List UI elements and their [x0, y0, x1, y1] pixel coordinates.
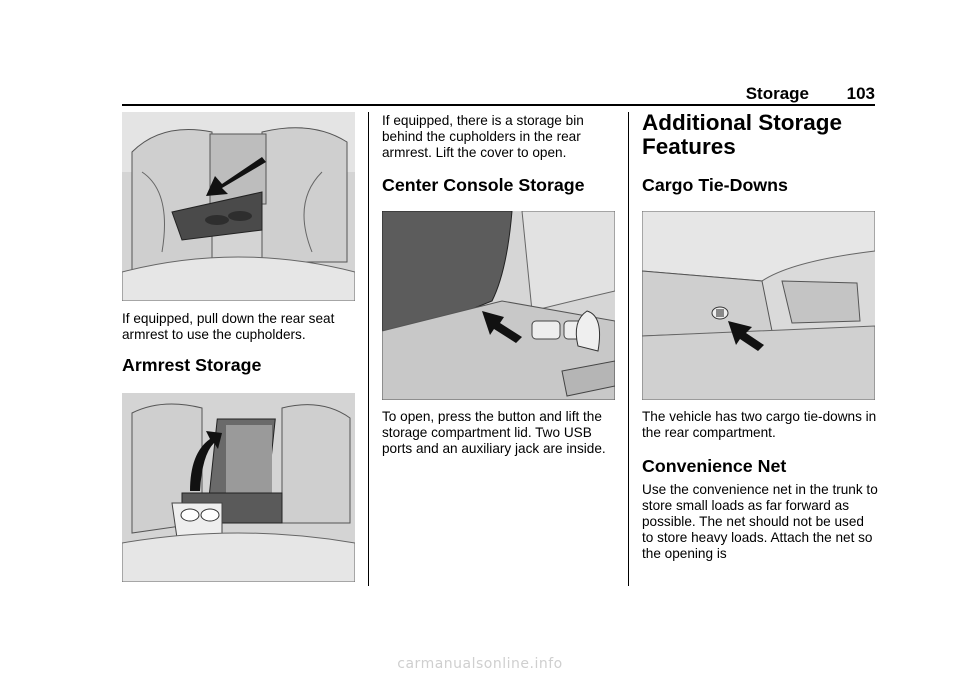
section-title: Storage: [745, 84, 809, 103]
console-caption: To open, press the button and lift the storage compartment lid. Two USB ports and an auxiliary jack are inside.: [382, 409, 606, 456]
rear-seat-armrest-cupholder-illustration: [122, 112, 355, 301]
cupholder-caption: If equipped, pull down the rear seat armrest to use the cupholders.: [122, 311, 335, 342]
convenience-net-body: Use the convenience net in the trunk to store small loads as far forward as possible. The net should not be used to store heavy loads. Attach the net so the opening is: [642, 482, 878, 561]
armrest-storage-bin-illustration: [122, 393, 355, 582]
storage-bin-intro: If equipped, there is a storage bin behind the cupholders in the rear armrest. Lift the cover to open.: [382, 113, 584, 160]
watermark: carmanualsonline.info: [397, 656, 563, 672]
cargo-caption: The vehicle has two cargo tie-downs in the rear compartment.: [642, 409, 877, 440]
column-divider-2: [628, 112, 629, 586]
center-console-illustration: [382, 211, 615, 400]
page-number: 103: [846, 84, 875, 103]
cargo-tie-downs-heading: Cargo Tie-Downs: [642, 175, 788, 195]
convenience-net-heading: Convenience Net: [642, 456, 787, 476]
page-header: [122, 80, 875, 106]
center-console-storage-heading: Center Console Storage: [382, 175, 585, 195]
armrest-storage-heading: Armrest Storage: [122, 355, 262, 375]
column-divider-1: [368, 112, 369, 586]
cargo-tie-down-illustration: [642, 211, 875, 400]
additional-storage-heading: Additional Storage Features: [642, 110, 843, 159]
